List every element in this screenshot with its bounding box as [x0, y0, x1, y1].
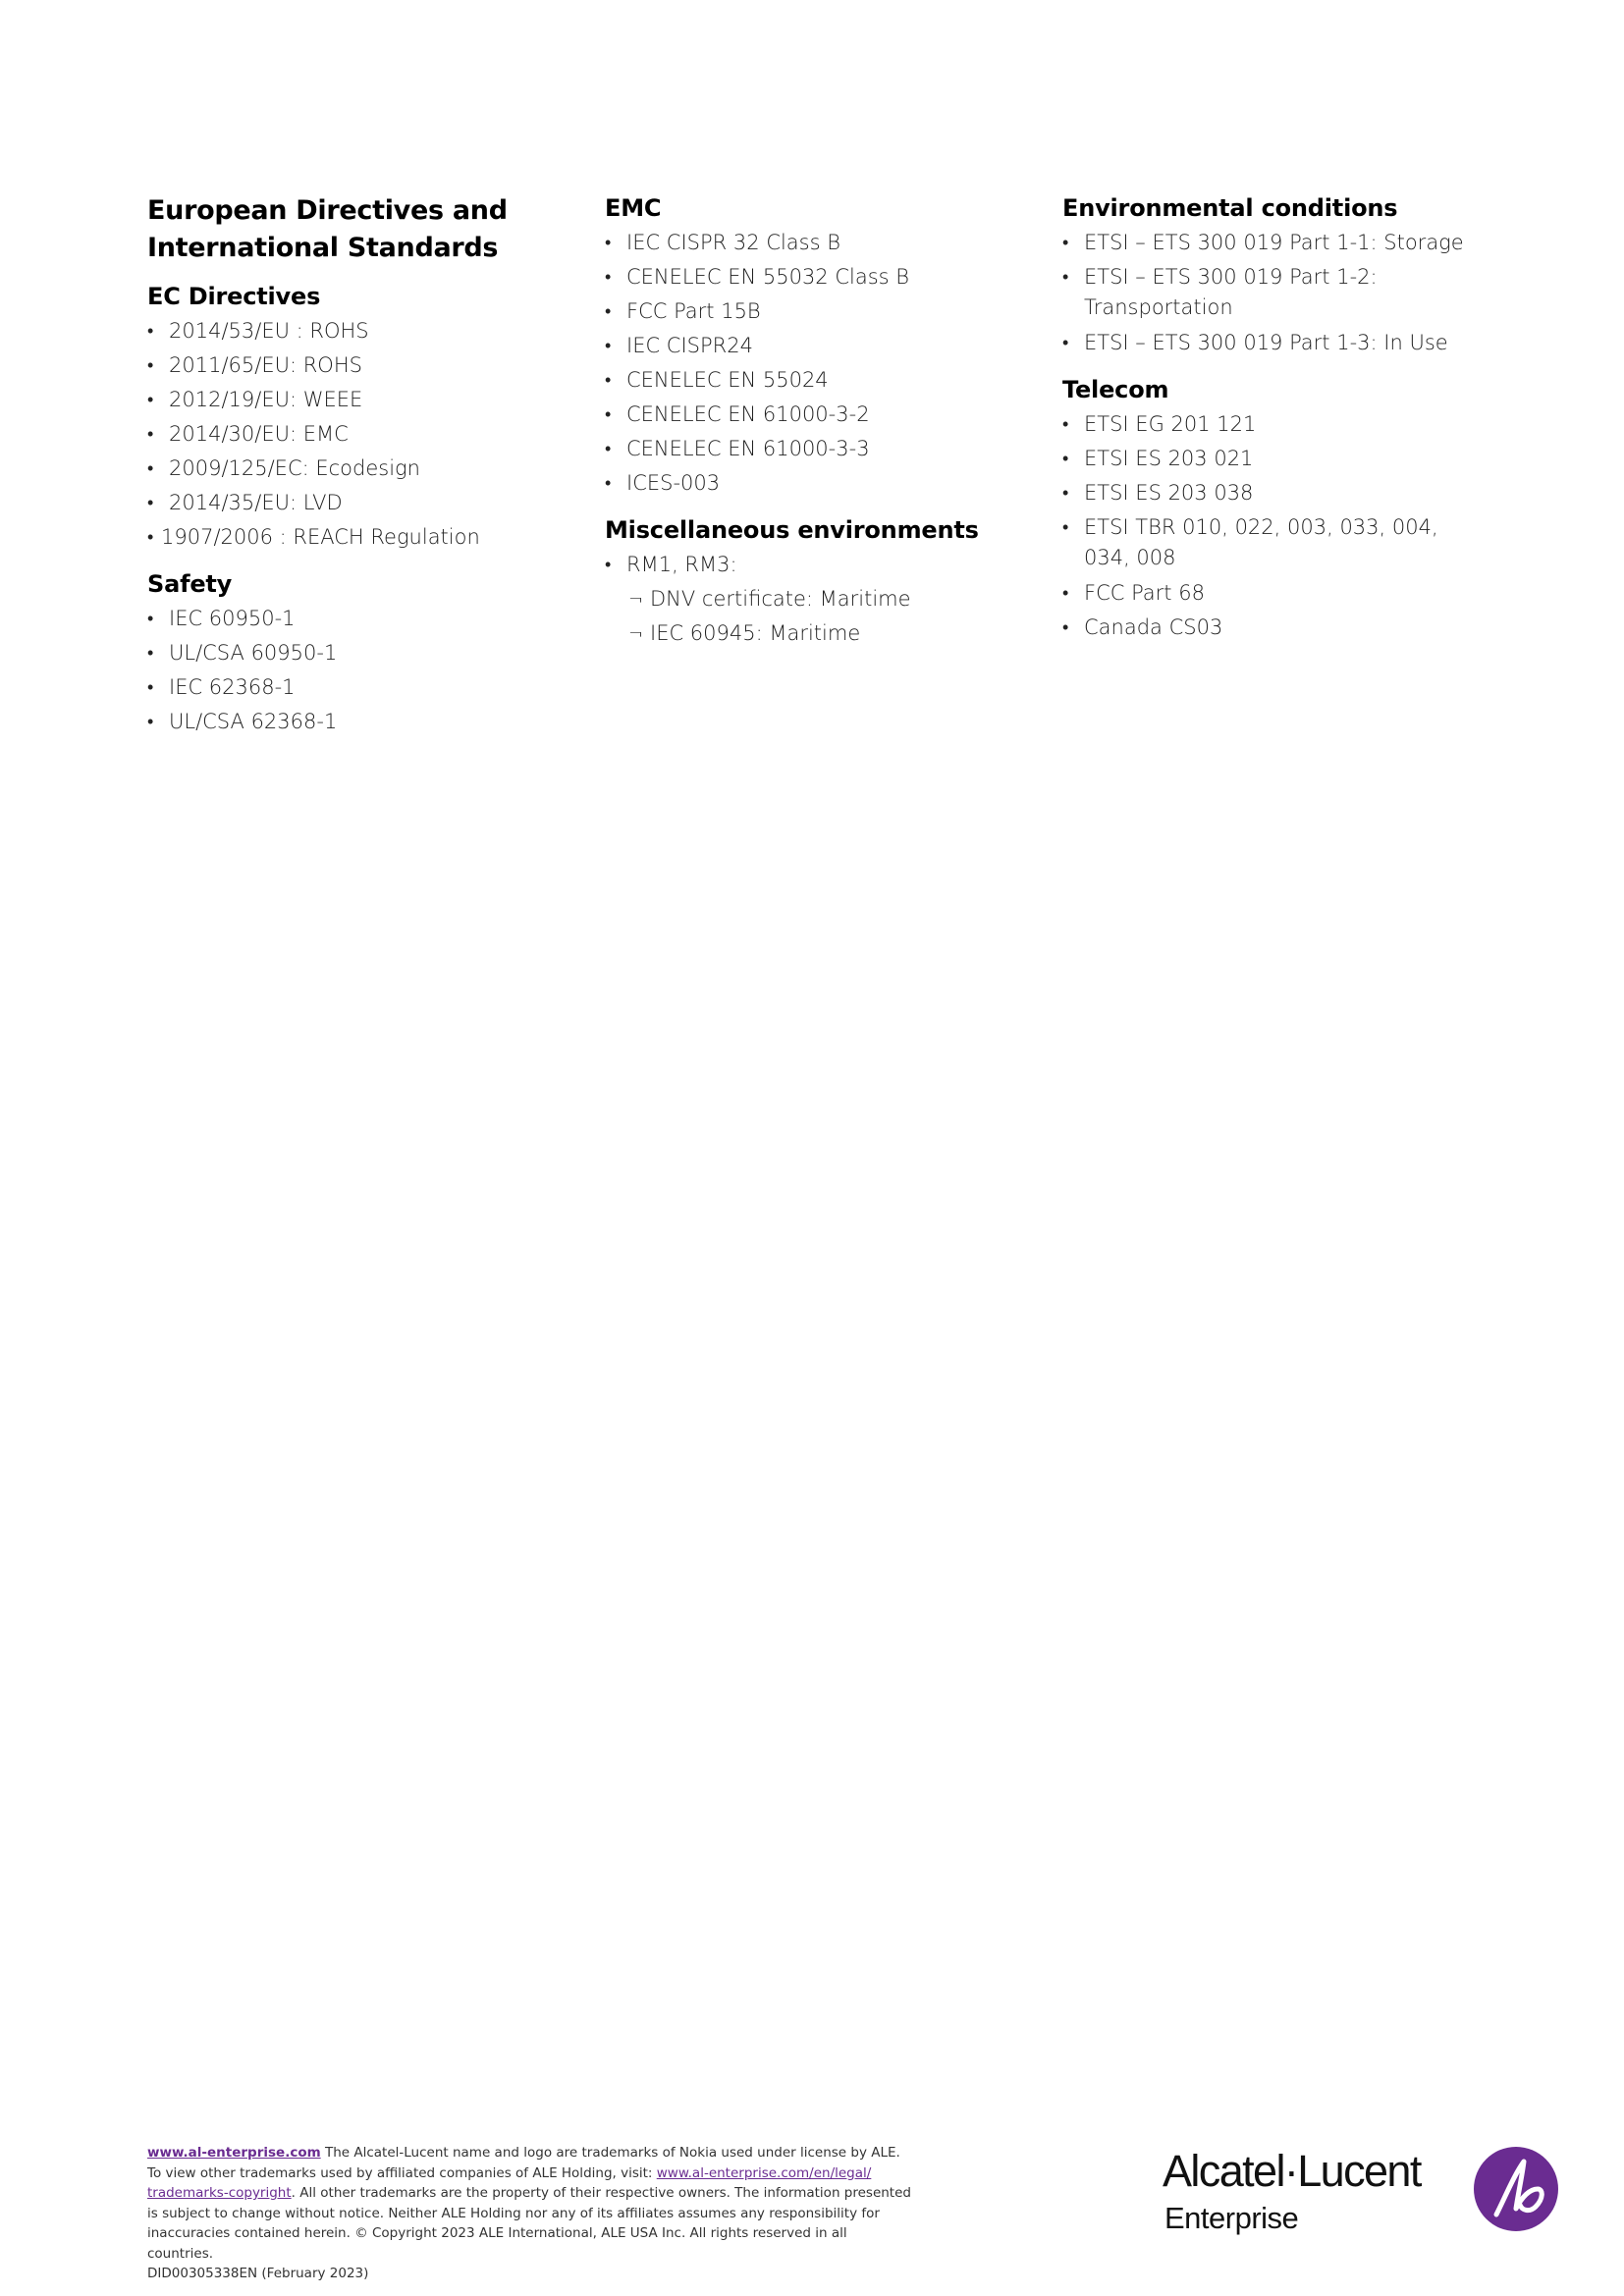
safety-list — [147, 602, 579, 739]
logo-brand-text: Alcatel·Lucent — [1163, 2146, 1421, 2196]
sub-list-item: ¬ DNV certificate: Maritime — [628, 587, 911, 611]
list-item: • FCC Part 68 — [1062, 581, 1205, 605]
list-item: • ETSI – ETS 300 019 Part 1-1: Storage — [1062, 231, 1464, 254]
ec-directives-heading: EC Directives — [147, 283, 321, 310]
list-item: • 2014/30/EU: EMC — [147, 422, 349, 446]
logo-sub-text: Enterprise — [1164, 2201, 1299, 2235]
sub-list-item: ¬ IEC 60945: Maritime — [628, 621, 861, 645]
list-item: • 2009/125/EC: Ecodesign — [147, 456, 420, 480]
column-european-directives — [147, 192, 579, 753]
list-item: • FCC Part 15B — [605, 299, 761, 323]
environmental-conditions-list — [1062, 226, 1494, 360]
alcatel-lucent-enterprise-logo — [1163, 2146, 1561, 2262]
column-emc — [605, 192, 1037, 665]
list-item: • ICES-003 — [605, 471, 721, 495]
footer-line-6: DID00305338EN (February 2023) — [147, 2266, 369, 2281]
list-item: • 1907/2006 : REACH Regulation — [147, 525, 480, 549]
list-item: • ETSI ES 203 038 — [1062, 481, 1254, 505]
list-item: • ETSI – ETS 300 019 Part 1-3: In Use — [1062, 331, 1448, 354]
environmental-conditions-heading: Environmental conditions — [1062, 194, 1398, 222]
title-line-1: European Directives and — [147, 195, 508, 226]
sub-list — [605, 582, 1037, 651]
safety-heading: Safety — [147, 570, 233, 598]
footer-line-1: www.al-enterprise.com The Alcatel-Lucent name and logo are trademarks of Nokia used under license by ALE. — [147, 2145, 900, 2161]
trademarks-link[interactable]: www.al-enterprise.com/en/legal/ — [656, 2164, 872, 2181]
list-item: • CENELEC EN 55024 — [605, 368, 829, 392]
list-item: • UL/CSA 60950-1 — [147, 641, 338, 665]
footer-line-3: trademarks-copyright. All other trademarks are the property of their respective owners. The information presented — [147, 2185, 911, 2201]
column-environmental — [1062, 192, 1494, 659]
misc-environments-list — [605, 548, 1037, 651]
footer-line-4: is subject to change without notice. Neither ALE Holding nor any of its affiliates assumes any responsibility for — [147, 2205, 880, 2221]
alcatel-lucent-mark-icon — [1473, 2146, 1559, 2232]
legal-footer — [147, 2143, 913, 2284]
list-item: • UL/CSA 62368-1 — [147, 710, 338, 733]
telecom-heading: Telecom — [1062, 376, 1169, 403]
list-item: • 2012/19/EU: WEEE — [147, 388, 363, 411]
list-item: • IEC CISPR24 — [605, 334, 753, 357]
list-item: • ETSI EG 201 121 — [1062, 412, 1257, 436]
website-link[interactable]: www.al-enterprise.com — [147, 2145, 321, 2161]
list-item: • IEC 60950-1 — [147, 607, 296, 630]
list-item: • ETSI TBR 010, 022, 003, 033, 004, 034, 008 — [1062, 515, 1438, 569]
list-item: • IEC CISPR 32 Class B — [605, 231, 840, 254]
list-item: • 2011/65/EU: ROHS — [147, 353, 362, 377]
list-item: • ETSI – ETS 300 019 Part 1-2: Transportation — [1062, 265, 1378, 319]
footer-line-5: inaccuracies contained herein. © Copyright 2023 ALE International, ALE USA Inc. All rights reserved in all countries. — [147, 2225, 847, 2262]
list-item: • CENELEC EN 55032 Class B — [605, 265, 910, 289]
list-item: • ETSI ES 203 021 — [1062, 447, 1254, 470]
misc-environments-heading: Miscellaneous environments — [605, 516, 979, 544]
list-item: • Canada CS03 — [1062, 615, 1223, 639]
list-item: • CENELEC EN 61000-3-2 — [605, 402, 870, 426]
list-item: • 2014/35/EU: LVD — [147, 491, 343, 514]
trademarks-link-continued[interactable]: trademarks-copyright — [147, 2185, 292, 2201]
list-item: • CENELEC EN 61000-3-3 — [605, 437, 870, 460]
list-item: • RM1, RM3: ¬ DNV certificate: Maritime ¬ IEC 60945: Maritime — [605, 548, 1037, 651]
list-item: • 2014/53/EU : ROHS — [147, 319, 369, 343]
ec-directives-list — [147, 314, 579, 555]
section-title-european-directives — [147, 192, 579, 267]
list-item: • IEC 62368-1 — [147, 675, 296, 699]
title-line-2: International Standards — [147, 233, 499, 263]
emc-heading: EMC — [605, 194, 662, 222]
telecom-list — [1062, 407, 1494, 645]
footer-line-2: To view other trademarks used by affiliated companies of ALE Holding, visit: www.al-enterprise.com/en/legal/ — [147, 2164, 872, 2181]
emc-list — [605, 226, 1037, 501]
